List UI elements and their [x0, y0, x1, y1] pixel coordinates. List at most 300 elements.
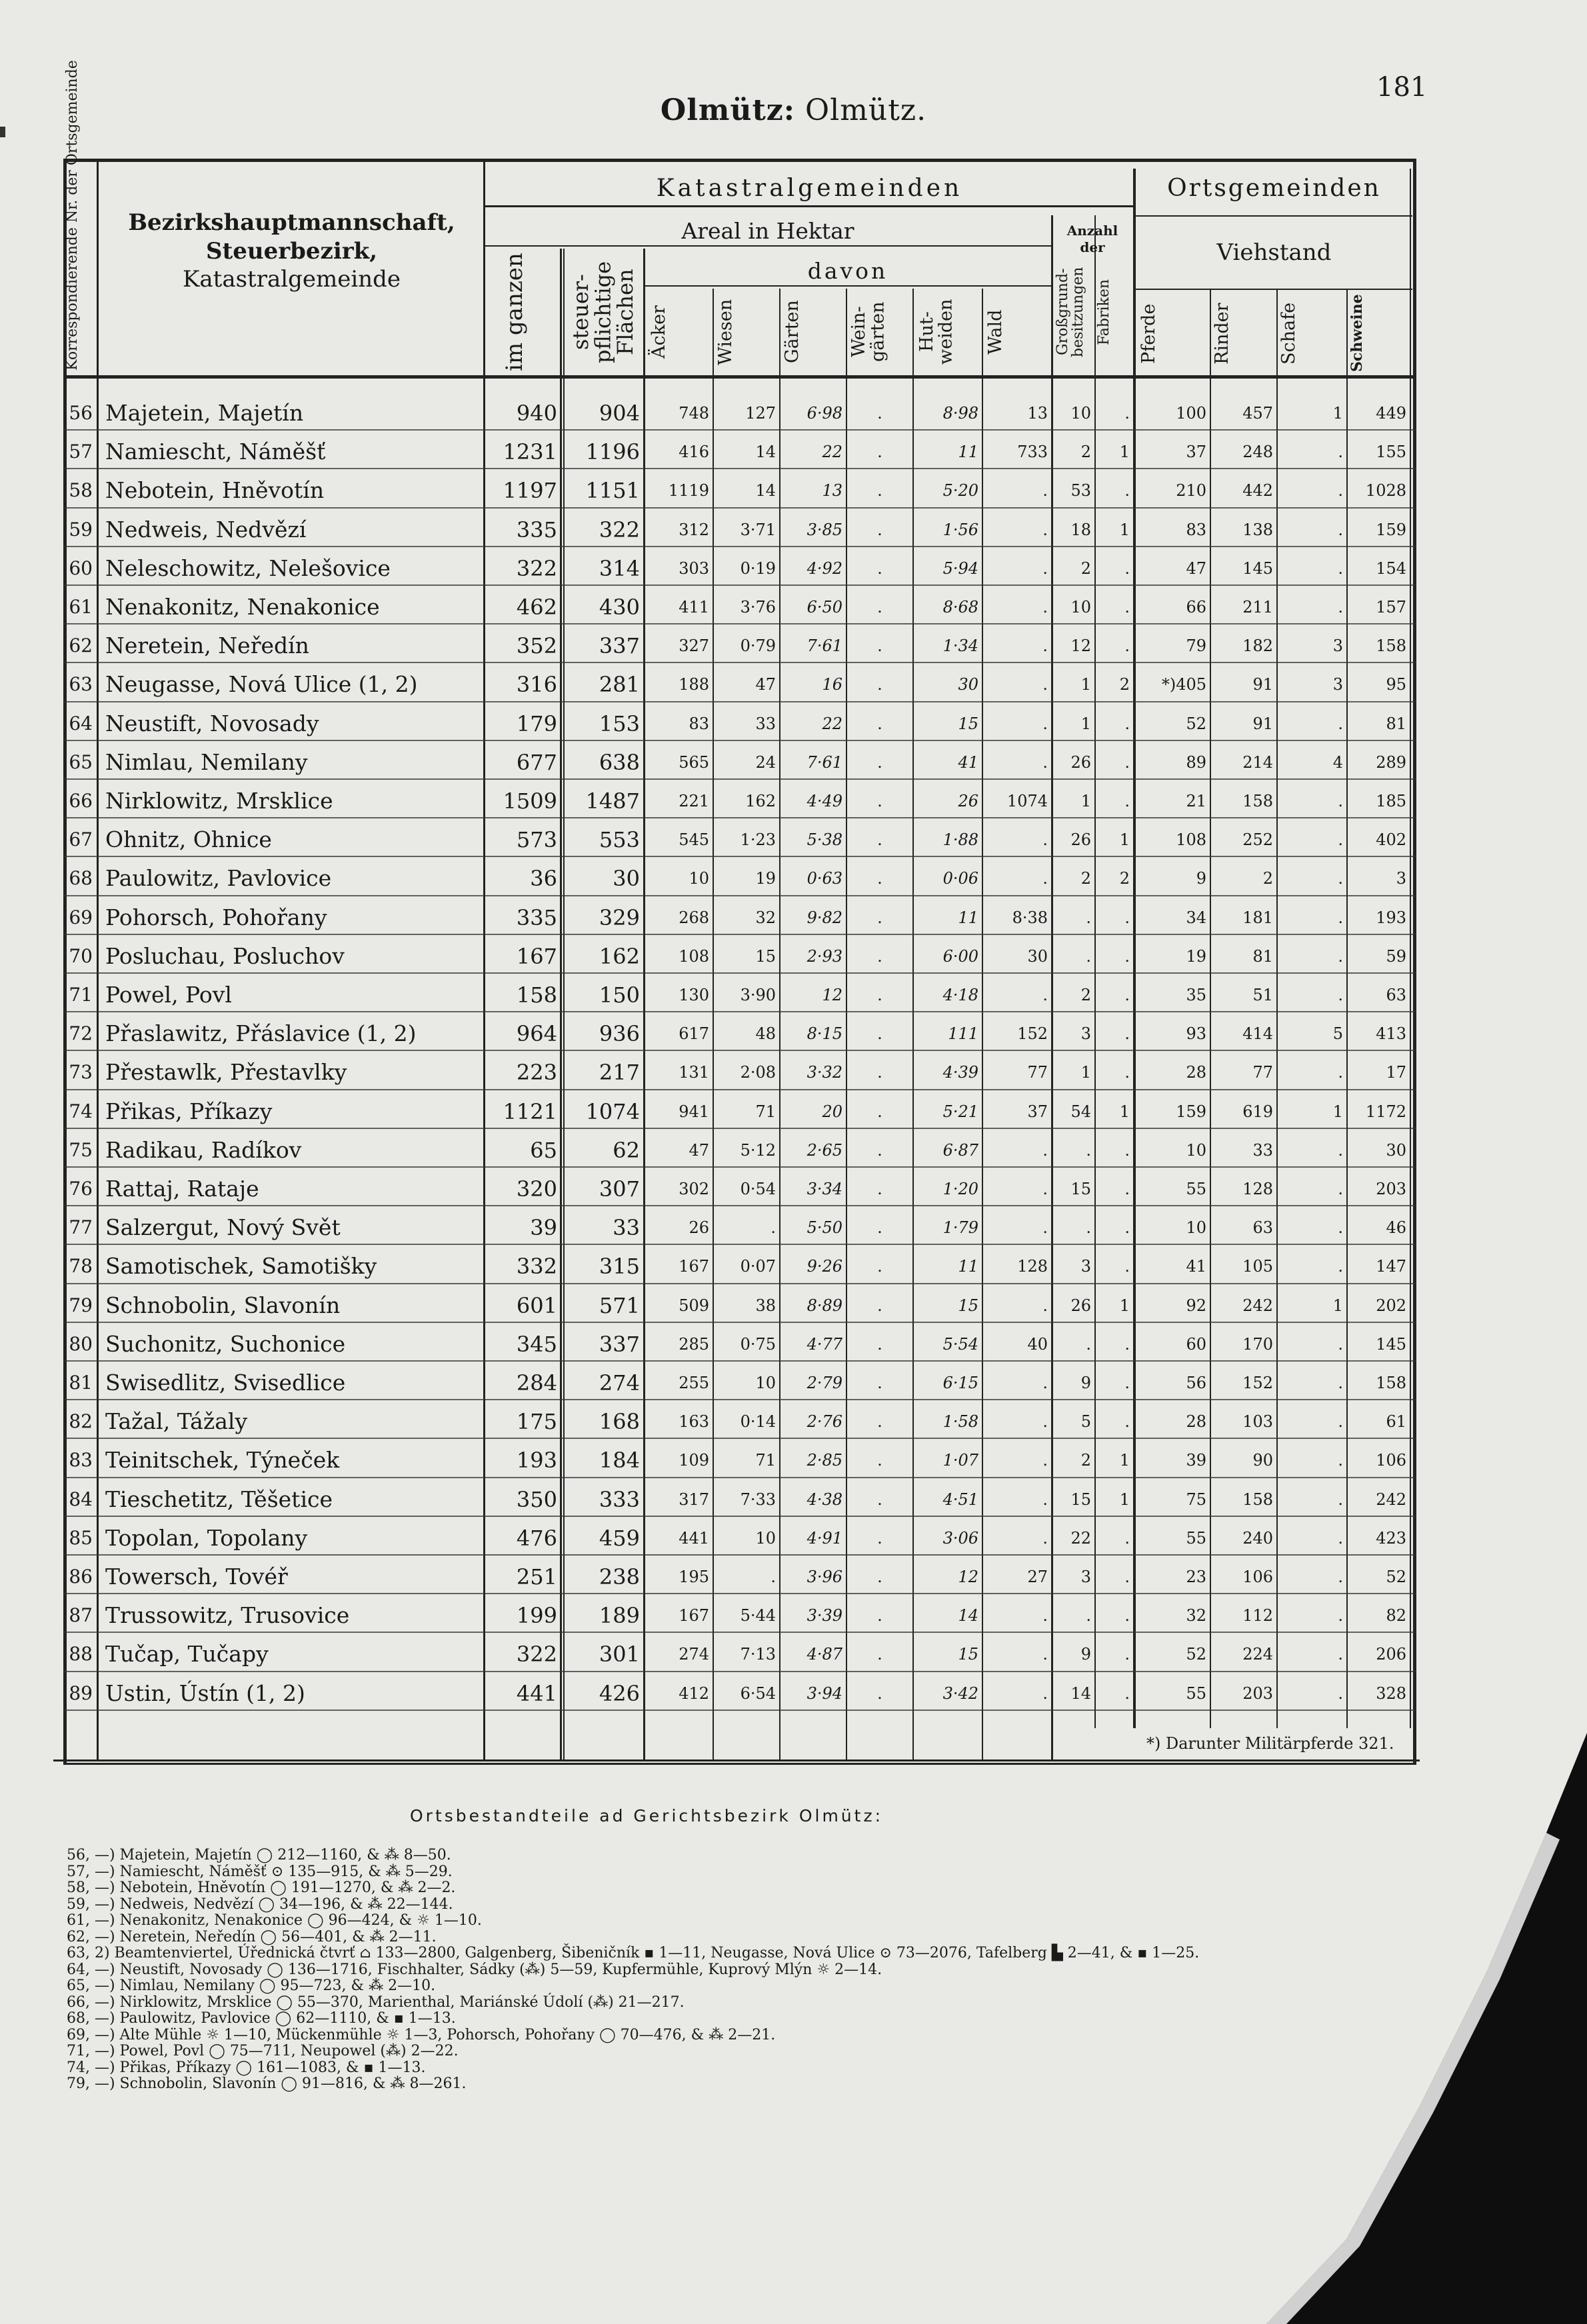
- table-row: [63, 626, 1416, 664]
- cell-gross: 26: [1070, 1296, 1091, 1315]
- cell-ganzen: 193: [516, 1448, 557, 1474]
- cell-nr: 85: [69, 1526, 93, 1549]
- cell-schafe: .: [1338, 1140, 1343, 1160]
- cell-hut: 3·42: [942, 1684, 978, 1703]
- cell-schafe: .: [1338, 1606, 1343, 1626]
- cell-rinder: 105: [1242, 1257, 1273, 1276]
- cell-nr: 89: [69, 1682, 93, 1704]
- cell-schafe: 1: [1332, 1296, 1343, 1315]
- table-row: [63, 1363, 1416, 1402]
- cell-wein: .: [877, 559, 882, 578]
- cell-nr: 82: [69, 1410, 93, 1433]
- cell-wiesen: 14: [755, 443, 776, 462]
- page-title: Olmütz: Olmütz.: [660, 93, 927, 127]
- cell-name: Neleschowitz, Nelešovice: [105, 555, 391, 581]
- cell-wein: .: [877, 481, 882, 501]
- cell-schweine: 61: [1386, 1412, 1406, 1432]
- cell-acker: 47: [689, 1140, 709, 1160]
- cell-hut: 5·54: [942, 1334, 978, 1354]
- cell-pferde: 9: [1196, 869, 1206, 888]
- cell-name: Majetein, Majetín: [105, 400, 304, 426]
- cell-ganzen: 335: [516, 904, 557, 930]
- cell-pferde: 55: [1186, 1528, 1206, 1548]
- cell-fab: .: [1124, 598, 1130, 616]
- row-divider: [63, 662, 1416, 663]
- cell-schweine: 155: [1376, 443, 1406, 462]
- cell-acker: 302: [679, 1180, 709, 1198]
- cell-gross: 3: [1080, 1568, 1091, 1586]
- cell-wald: .: [1042, 520, 1048, 539]
- cell-wald: .: [1042, 1528, 1048, 1548]
- cell-wald: .: [1042, 559, 1048, 578]
- row-divider: [63, 856, 1416, 857]
- cell-schweine: 59: [1386, 946, 1406, 966]
- cell-rinder: 81: [1252, 946, 1273, 966]
- cell-gross: 22: [1070, 1528, 1091, 1548]
- cell-fab: .: [1124, 1218, 1130, 1238]
- cell-hut: 1·56: [942, 520, 978, 539]
- cell-acker: 1119: [668, 481, 709, 501]
- cell-rinder: 91: [1252, 675, 1273, 694]
- cell-schafe: .: [1338, 1568, 1343, 1586]
- cell-nr: 81: [69, 1372, 93, 1394]
- cell-schweine: 1172: [1365, 1102, 1406, 1121]
- cell-wald: .: [1042, 1451, 1048, 1470]
- cell-steuer: 315: [599, 1254, 640, 1280]
- cell-wein: .: [877, 636, 882, 656]
- cell-wiesen: 0·54: [740, 1180, 776, 1198]
- cell-wiesen: 32: [755, 908, 776, 927]
- cell-schweine: 206: [1376, 1645, 1406, 1664]
- cell-pferde: 210: [1176, 481, 1206, 501]
- cell-wiesen: 162: [745, 792, 776, 810]
- cell-wiesen: 15: [755, 946, 776, 966]
- cell-wald: 27: [1027, 1568, 1048, 1586]
- header-wald: Wald: [985, 309, 1006, 355]
- cell-pferde: 47: [1186, 559, 1206, 578]
- cell-gaerten: 2·79: [806, 1374, 842, 1392]
- header-areal: Areal in Hektar: [681, 218, 854, 244]
- cell-gross: .: [1086, 908, 1091, 927]
- cell-fab: 1: [1119, 1451, 1130, 1470]
- cell-schafe: .: [1338, 1334, 1343, 1354]
- ortsbestandteil-line: 64, —) Neustift, Novosady ◯ 136—1716, Fischhalter, Sádky (⁂) 5—59, Kupfermühle, Kuprový Mlýn ☼ 2—14.: [67, 1961, 882, 1978]
- cell-name: Nimlau, Nemilany: [105, 748, 308, 775]
- table-row: [63, 393, 1416, 432]
- cell-gaerten: 4·91: [806, 1528, 842, 1548]
- cell-wald: 77: [1027, 1063, 1048, 1082]
- cell-wald: .: [1042, 1374, 1048, 1392]
- cell-schafe: 5: [1332, 1024, 1343, 1044]
- table-row: [63, 1130, 1416, 1169]
- cell-ganzen: 345: [516, 1331, 557, 1357]
- table-row: [63, 1169, 1416, 1208]
- table-row: [63, 704, 1416, 742]
- cell-pferde: 75: [1186, 1490, 1206, 1509]
- cell-wiesen: 2·08: [740, 1063, 776, 1082]
- cell-fab: .: [1124, 1140, 1130, 1160]
- cell-name: Tažal, Tážaly: [105, 1408, 248, 1435]
- cell-name: Radikau, Radíkov: [105, 1136, 302, 1163]
- header-viehstand: Viehstand: [1216, 239, 1332, 266]
- cell-pferde: 21: [1186, 792, 1206, 810]
- table-row: [63, 1596, 1416, 1634]
- cell-gross: 26: [1070, 752, 1091, 772]
- table-row: [63, 1052, 1416, 1091]
- ortsbestandteil-line: 59, —) Nedweis, Nedvězí ◯ 34—196, & ⁂ 22—144.: [67, 1895, 453, 1913]
- cell-schafe: 4: [1332, 752, 1343, 772]
- cell-fab: .: [1124, 1063, 1130, 1082]
- table-row: [63, 742, 1416, 781]
- row-divider: [63, 1632, 1416, 1633]
- cell-gross: 14: [1070, 1684, 1091, 1703]
- cell-schafe: .: [1338, 1257, 1343, 1276]
- cell-nr: 61: [69, 596, 93, 618]
- cell-schweine: 402: [1376, 830, 1406, 850]
- cell-ganzen: 167: [516, 943, 557, 969]
- cell-wald: 8·38: [1012, 908, 1048, 927]
- cell-wald: 30: [1027, 946, 1048, 966]
- table-row: [63, 1208, 1416, 1246]
- cell-hut: 5·20: [942, 481, 978, 501]
- cell-wiesen: .: [771, 1218, 776, 1238]
- cell-fab: 1: [1119, 830, 1130, 850]
- table-row: [63, 1674, 1416, 1712]
- cell-gaerten: 0·63: [806, 869, 842, 888]
- cell-schafe: .: [1338, 1180, 1343, 1198]
- cell-steuer: 1196: [585, 439, 640, 465]
- cell-wein: .: [877, 1451, 882, 1470]
- row-divider: [63, 934, 1416, 935]
- cell-steuer: 322: [599, 517, 640, 543]
- cell-acker: 163: [679, 1412, 709, 1432]
- table-row: [63, 1402, 1416, 1440]
- cell-hut: 15: [958, 714, 978, 733]
- cell-hut: 11: [958, 908, 978, 927]
- cell-gross: 9: [1080, 1645, 1091, 1664]
- cell-wein: .: [877, 1568, 882, 1586]
- cell-ganzen: 179: [516, 710, 557, 736]
- cell-gaerten: 3·85: [806, 520, 842, 539]
- ortsbestandteil-line: 69, —) Alte Mühle ☼ 1—10, Mückenmühle ☼ 1—3, Pohorsch, Pohořany ◯ 70—476, & ⁂ 2—21.: [67, 2026, 776, 2043]
- cell-schafe: .: [1338, 481, 1343, 501]
- cell-rinder: 619: [1242, 1102, 1273, 1121]
- cell-steuer: 314: [599, 555, 640, 581]
- cell-rinder: 51: [1252, 986, 1273, 1004]
- cell-rinder: 214: [1242, 752, 1273, 772]
- cell-pferde: 23: [1186, 1568, 1206, 1586]
- cell-ganzen: 284: [516, 1370, 557, 1396]
- cell-gross: .: [1086, 1140, 1091, 1160]
- header-grossgrund: Großgrund-besitzungen: [1054, 267, 1087, 357]
- cell-fab: 1: [1119, 1102, 1130, 1121]
- table-row: [63, 510, 1416, 549]
- table-row: [63, 664, 1416, 703]
- cell-ganzen: 601: [516, 1292, 557, 1318]
- cell-wald: .: [1042, 1140, 1048, 1160]
- row-divider: [63, 817, 1416, 818]
- cell-rinder: 211: [1242, 598, 1273, 616]
- cell-nr: 64: [69, 712, 93, 734]
- cell-wein: .: [877, 1606, 882, 1626]
- cell-wiesen: 1·23: [740, 830, 776, 850]
- cell-name: Powel, Povl: [105, 982, 232, 1008]
- cell-steuer: 184: [599, 1448, 640, 1474]
- cell-schweine: 423: [1376, 1528, 1406, 1548]
- cell-schafe: .: [1338, 520, 1343, 539]
- cell-wein: .: [877, 1218, 882, 1238]
- cell-pferde: 108: [1176, 830, 1206, 850]
- cell-gaerten: 3·94: [806, 1684, 842, 1703]
- cell-wiesen: 47: [755, 675, 776, 694]
- cell-acker: 83: [689, 714, 709, 733]
- cell-schweine: 449: [1376, 404, 1406, 423]
- row-divider: [63, 895, 1416, 896]
- cell-steuer: 274: [599, 1370, 640, 1396]
- cell-steuer: 238: [599, 1564, 640, 1590]
- cell-fab: 1: [1119, 1490, 1130, 1509]
- cell-gross: 15: [1070, 1180, 1091, 1198]
- cell-steuer: 33: [613, 1215, 640, 1241]
- cell-gaerten: 6·50: [806, 598, 842, 616]
- cell-rinder: 442: [1242, 481, 1273, 501]
- cell-acker: 312: [679, 520, 709, 539]
- cell-name: Nedweis, Nedvězí: [105, 516, 307, 543]
- cell-schweine: 147: [1376, 1257, 1406, 1276]
- cell-schafe: .: [1338, 1451, 1343, 1470]
- cell-hut: 14: [958, 1606, 978, 1626]
- cell-schafe: .: [1338, 869, 1343, 888]
- cell-wein: .: [877, 830, 882, 850]
- cell-gaerten: 22: [822, 714, 842, 733]
- cell-nr: 66: [69, 790, 93, 812]
- cell-fab: .: [1124, 1024, 1130, 1044]
- cell-name: Neugasse, Nová Ulice (1, 2): [105, 671, 418, 698]
- cell-hut: 15: [958, 1645, 978, 1664]
- cell-hut: 1·58: [942, 1412, 978, 1432]
- row-divider: [63, 1360, 1416, 1362]
- cell-wald: .: [1042, 986, 1048, 1004]
- ortsbestandteil-line: 74, —) Přikas, Příkazy ◯ 161—1083, & ▪ 1—13.: [67, 2059, 426, 2076]
- cell-gaerten: 3·32: [806, 1063, 842, 1082]
- cell-fab: .: [1124, 752, 1130, 772]
- cell-wiesen: .: [771, 1568, 776, 1586]
- cell-name: Neretein, Neředín: [105, 632, 309, 659]
- cell-schafe: .: [1338, 1684, 1343, 1703]
- header-rinder: Rinder: [1212, 303, 1232, 365]
- cell-fab: 2: [1119, 675, 1130, 694]
- cell-ganzen: 158: [516, 982, 557, 1008]
- cell-wiesen: 19: [755, 869, 776, 888]
- cell-wein: .: [877, 714, 882, 733]
- header-im-ganzen: im ganzen: [501, 253, 528, 371]
- cell-wiesen: 0·19: [740, 559, 776, 578]
- row-divider: [63, 1554, 1416, 1556]
- cell-gross: 1: [1080, 675, 1091, 694]
- cell-rinder: 181: [1242, 908, 1273, 927]
- cell-ganzen: 251: [516, 1564, 557, 1590]
- cell-wiesen: 38: [755, 1296, 776, 1315]
- cell-acker: 188: [679, 675, 709, 694]
- cell-acker: 167: [679, 1606, 709, 1626]
- cell-schafe: .: [1338, 714, 1343, 733]
- cell-wald: .: [1042, 1296, 1048, 1315]
- cell-steuer: 571: [599, 1292, 640, 1318]
- cell-gross: 12: [1070, 636, 1091, 656]
- cell-schweine: 203: [1376, 1180, 1406, 1198]
- cell-wald: .: [1042, 1684, 1048, 1703]
- cell-acker: 327: [679, 636, 709, 656]
- cell-fab: .: [1124, 1412, 1130, 1432]
- cell-rinder: 252: [1242, 830, 1273, 850]
- cell-gaerten: 4·38: [806, 1490, 842, 1509]
- margin-mark: [0, 127, 5, 137]
- cell-wein: .: [877, 869, 882, 888]
- cell-gross: 3: [1080, 1257, 1091, 1276]
- cell-name: Nebotein, Hněvotín: [105, 477, 325, 504]
- cell-acker: 411: [679, 598, 709, 616]
- cell-nr: 75: [69, 1138, 93, 1161]
- cell-schweine: 3: [1396, 869, 1406, 888]
- cell-nr: 79: [69, 1294, 93, 1316]
- header-gaerten: Gärten: [782, 300, 802, 364]
- cell-nr: 62: [69, 634, 93, 657]
- row-divider: [63, 1166, 1416, 1168]
- row-divider: [63, 546, 1416, 547]
- cell-ganzen: 573: [516, 827, 557, 853]
- header-schweine: Schweine: [1348, 294, 1366, 372]
- cell-wein: .: [877, 1140, 882, 1160]
- cell-acker: 109: [679, 1451, 709, 1470]
- cell-rinder: 248: [1242, 443, 1273, 462]
- cell-gaerten: 2·85: [806, 1451, 842, 1470]
- ortsbestandteil-line: 62, —) Neretein, Neředín ◯ 56—401, & ⁂ 2—11.: [67, 1928, 437, 1945]
- cell-wiesen: 127: [745, 404, 776, 423]
- cell-wald: .: [1042, 481, 1048, 501]
- cell-hut: 1·79: [942, 1218, 978, 1238]
- cell-gaerten: 3·96: [806, 1568, 842, 1586]
- cell-hut: 4·18: [942, 986, 978, 1004]
- cell-name: Ustin, Ústín (1, 2): [105, 1680, 305, 1706]
- cell-name: Posluchau, Posluchov: [105, 942, 345, 969]
- cell-hut: 26: [958, 792, 978, 810]
- footnote: *) Darunter Militärpferde 321.: [1146, 1734, 1394, 1753]
- cell-hut: 4·39: [942, 1063, 978, 1082]
- cell-rinder: 414: [1242, 1024, 1273, 1044]
- cell-steuer: 329: [599, 904, 640, 930]
- torn-corner: [1266, 1733, 1587, 2324]
- cell-gaerten: 4·49: [806, 792, 842, 810]
- cell-acker: 195: [679, 1568, 709, 1586]
- ortsbestandteil-line: 58, —) Nebotein, Hněvotín ◯ 191—1270, & ⁂ 2—2.: [67, 1879, 456, 1896]
- cell-steuer: 217: [599, 1060, 640, 1086]
- cell-rinder: 240: [1242, 1528, 1273, 1548]
- cell-gaerten: 9·82: [806, 908, 842, 927]
- cell-wiesen: 3·90: [740, 986, 776, 1004]
- row-divider: [63, 1516, 1416, 1517]
- cell-gaerten: 2·93: [806, 946, 842, 966]
- cell-wein: .: [877, 1102, 882, 1121]
- cell-wald: .: [1042, 830, 1048, 850]
- cell-pferde: 35: [1186, 986, 1206, 1004]
- cell-acker: 274: [679, 1645, 709, 1664]
- cell-gross: 26: [1070, 830, 1091, 850]
- cell-wein: .: [877, 1374, 882, 1392]
- ortsbestandteil-line: 66, —) Nirklowitz, Mrsklice ◯ 55—370, Marienthal, Mariánské Údolí (⁂) 21—217.: [67, 1993, 685, 2011]
- cell-acker: 941: [679, 1102, 709, 1121]
- cell-nr: 65: [69, 750, 93, 773]
- cell-fab: .: [1124, 1606, 1130, 1626]
- cell-rinder: 103: [1242, 1412, 1273, 1432]
- cell-wiesen: 71: [755, 1102, 776, 1121]
- cell-acker: 285: [679, 1334, 709, 1354]
- cell-acker: 167: [679, 1257, 709, 1276]
- cell-acker: 545: [679, 830, 709, 850]
- cell-rinder: 182: [1242, 636, 1273, 656]
- ortsbestandteil-line: 68, —) Paulowitz, Pavlovice ◯ 62—1110, & ▪ 1—13.: [67, 2010, 456, 2027]
- cell-name: Namiescht, Náměšť: [105, 439, 326, 465]
- cell-name: Samotischek, Samotišky: [105, 1253, 377, 1280]
- cell-steuer: 62: [613, 1137, 640, 1163]
- cell-wald: .: [1042, 869, 1048, 888]
- cell-gaerten: 13: [822, 481, 842, 501]
- cell-schweine: 81: [1386, 714, 1406, 733]
- cell-wiesen: 5·44: [740, 1606, 776, 1626]
- cell-gaerten: 5·50: [806, 1218, 842, 1238]
- table-row: [63, 432, 1416, 471]
- cell-gaerten: 12: [822, 986, 842, 1004]
- cell-schweine: 95: [1386, 675, 1406, 694]
- cell-schafe: .: [1338, 598, 1343, 616]
- cell-schweine: 17: [1386, 1063, 1406, 1082]
- cell-wald: 128: [1017, 1257, 1048, 1276]
- cell-schweine: 106: [1376, 1451, 1406, 1470]
- cell-ganzen: 199: [516, 1603, 557, 1629]
- cell-schafe: .: [1338, 792, 1343, 810]
- cell-acker: 509: [679, 1296, 709, 1315]
- cell-pferde: 83: [1186, 520, 1206, 539]
- cell-pferde: 60: [1186, 1334, 1206, 1354]
- cell-nr: 86: [69, 1566, 93, 1588]
- cell-rinder: 170: [1242, 1334, 1273, 1354]
- cell-ganzen: 320: [516, 1176, 557, 1202]
- cell-name: Swisedlitz, Svisedlice: [105, 1370, 346, 1396]
- cell-wein: .: [877, 598, 882, 616]
- cell-wald: .: [1042, 1180, 1048, 1198]
- cell-steuer: 281: [599, 672, 640, 698]
- row-divider: [63, 778, 1416, 780]
- cell-hut: 6·15: [942, 1374, 978, 1392]
- header-schafe: Schafe: [1278, 302, 1299, 365]
- cell-acker: 317: [679, 1490, 709, 1509]
- ortsbestandteil-line: 61, —) Nenakonitz, Nenakonice ◯ 96—424, & ☼ 1—10.: [67, 1912, 482, 1929]
- cell-schafe: 3: [1332, 636, 1343, 656]
- table-row: [63, 1634, 1416, 1673]
- cell-gaerten: 20: [822, 1102, 842, 1121]
- header-pferde: Pferde: [1138, 303, 1159, 364]
- cell-wiesen: 10: [755, 1374, 776, 1392]
- cell-ganzen: 462: [516, 594, 557, 620]
- cell-ganzen: 332: [516, 1254, 557, 1280]
- cell-pferde: 56: [1186, 1374, 1206, 1392]
- cell-hut: 12: [958, 1568, 978, 1586]
- table-row: [63, 1286, 1416, 1324]
- cell-ganzen: 350: [516, 1486, 557, 1512]
- header-weingaerten: Wein-gärten: [848, 301, 888, 363]
- cell-gross: .: [1086, 1606, 1091, 1626]
- cell-wiesen: 5·12: [740, 1140, 776, 1160]
- cell-steuer: 337: [599, 1331, 640, 1357]
